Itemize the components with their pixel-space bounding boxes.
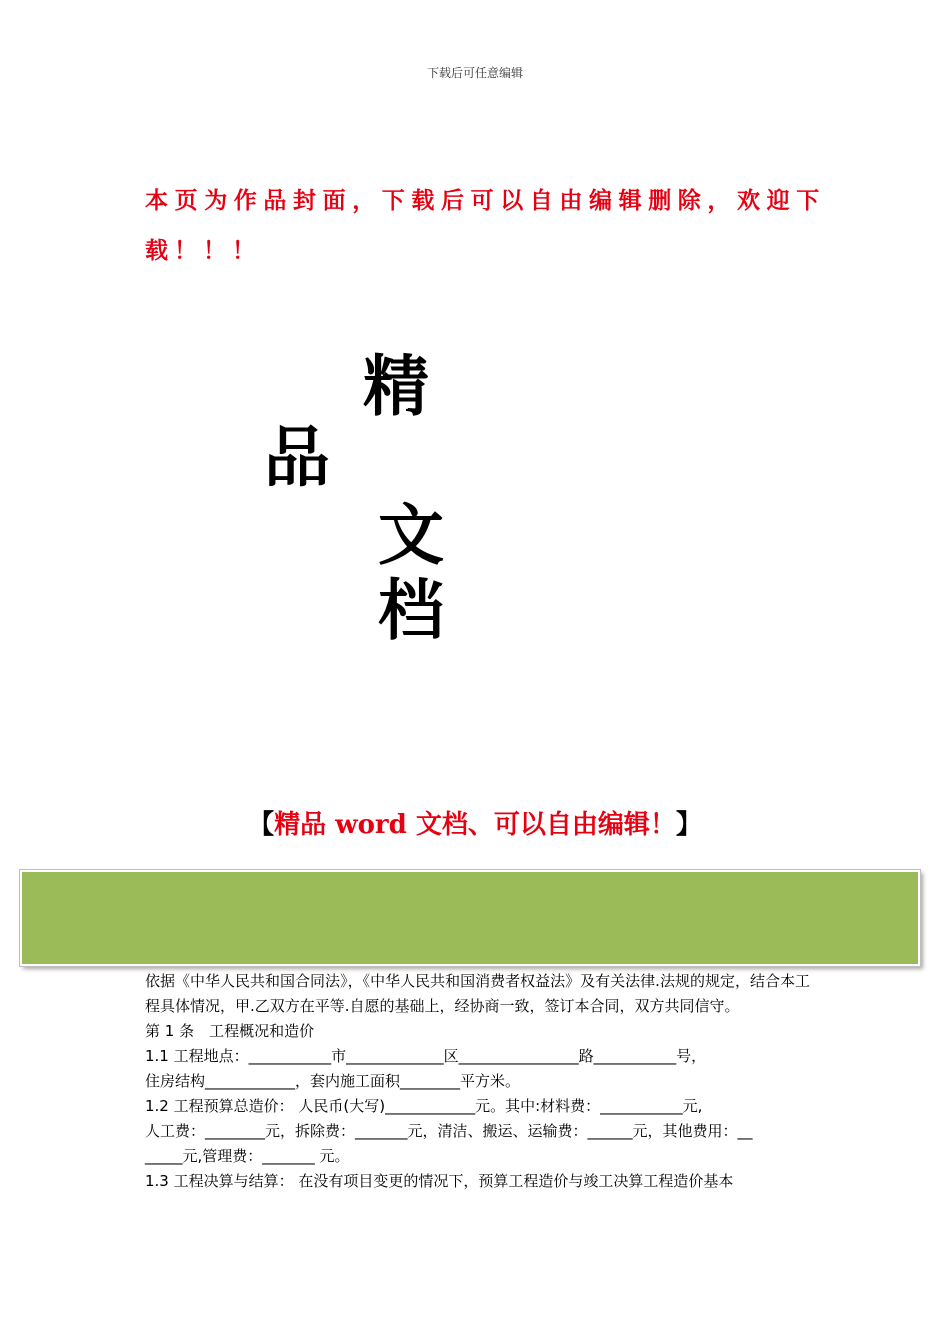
contract-body [145, 969, 810, 1194]
banner-close-bracket: 】 [675, 810, 702, 840]
article-1-title: 第 1 条 工程概况和造价 [145, 1022, 315, 1040]
title-char-2: 品 [264, 419, 330, 496]
title-char-4: 档 [378, 572, 444, 649]
clause-1-1: 1.1 工程地点：___________市_____________区________________路___________号， [145, 1047, 707, 1065]
header-note: 下载后可任意编辑 [426, 66, 523, 80]
clause-1-1-continued: 住房结构____________，套内施工面积________平方米。 [145, 1072, 521, 1090]
clause-1-2: 1.2 工程预算总造价： 人民币(大写)____________元。其中:材料费：___________元, [145, 1097, 703, 1115]
clause-1-2-continued: 人工费：________元，拆除费：_______元，清洁、搬运、运输费：______元，其他费用：__ [145, 1122, 753, 1140]
clause-1-2-continued-2: _____元,管理费：_______ 元。 [145, 1147, 350, 1165]
banner-text: 精品 word 文档、可以自由编辑！ [274, 810, 676, 840]
clause-1-3: 1.3 工程决算与结算： 在没有项目变更的情况下，预算工程造价与竣工决算工程造价基本 [145, 1172, 734, 1190]
banner-open-bracket: 【 [248, 810, 275, 840]
cover-notice-line-2: 载！！！ [145, 237, 261, 264]
title-char-3: 文 [378, 497, 444, 574]
editable-banner [0, 804, 950, 841]
intro-paragraph: 依据《中华人民共和国合同法》，《中华人民共和国消费者权益法》及有关法律.法规的规定，结合本工程具体情况，甲.乙双方在平等.自愿的基础上，经协商一致，签订本合同，双方共同信守。 [145, 972, 810, 1015]
title-char-1: 精 [363, 348, 429, 425]
green-title-box [20, 870, 920, 966]
cover-notice-line-1: 本页为作品封面，下载后可以自由编辑删除，欢迎下 [145, 187, 826, 214]
